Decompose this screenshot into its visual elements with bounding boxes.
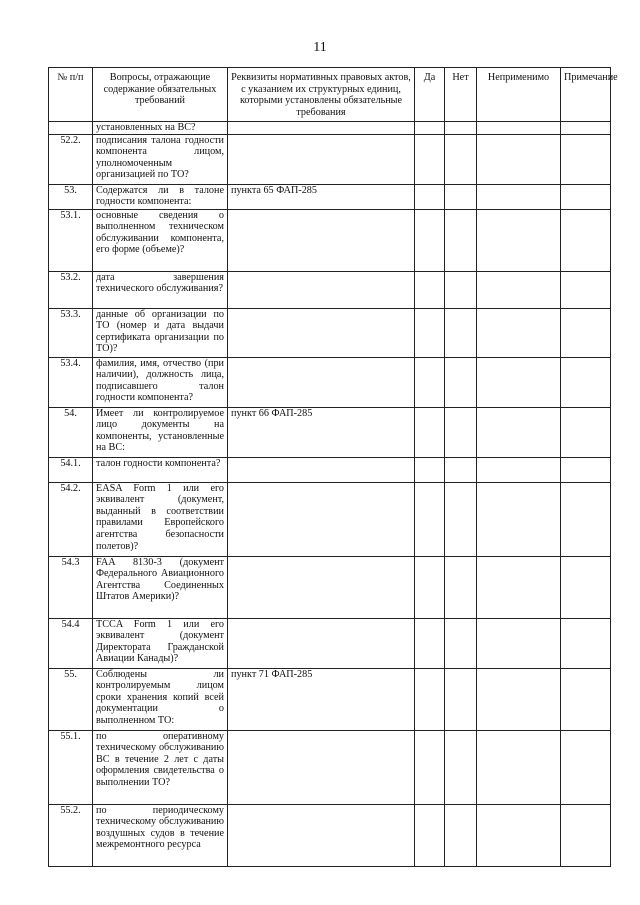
row-requisite — [228, 357, 415, 407]
table-row — [49, 308, 611, 357]
cell-not-applicable — [477, 556, 561, 618]
row-question: подписания талона годности компонента лицом, уполномоченным организацией по ТО? — [93, 134, 228, 184]
row-question: Соблюдены ли контролируемым лицом сроки хранения копий всей документации о выполненном ТО: — [93, 668, 228, 730]
row-num: 54.2. — [49, 482, 93, 556]
cell-not-applicable — [477, 271, 561, 308]
cell-not-applicable — [477, 668, 561, 730]
row-num: 55. — [49, 668, 93, 730]
cell-not-applicable — [477, 308, 561, 357]
row-requisite — [228, 482, 415, 556]
requirements-checklist-table — [48, 67, 618, 867]
row-num: 53.1. — [49, 209, 93, 271]
row-question: дата завершения технического обслуживания? — [93, 271, 228, 308]
cell-no — [445, 122, 477, 135]
row-requisite — [228, 804, 415, 866]
cell-not-applicable — [477, 730, 561, 804]
cell-no — [445, 184, 477, 209]
row-num: 53.4. — [49, 357, 93, 407]
row-question: Содержатся ли в талоне годности компонента: — [93, 184, 228, 209]
table-row — [49, 357, 611, 407]
row-num: 54.4 — [49, 618, 93, 668]
row-question: EASA Form 1 или его эквивалент (документ, выданный в соответствии правилами Европейского агентства безопасности полетов)? — [93, 482, 228, 556]
page-number: 11 — [313, 40, 327, 55]
row-requisite — [228, 209, 415, 271]
table-header-row — [49, 68, 611, 122]
cell-not-applicable — [477, 184, 561, 209]
row-requisite — [228, 308, 415, 357]
cell-note — [561, 618, 611, 668]
cell-note — [561, 209, 611, 271]
cell-note — [561, 271, 611, 308]
cell-no — [445, 457, 477, 482]
cell-note — [561, 668, 611, 730]
row-requisite — [228, 730, 415, 804]
row-num: 55.1. — [49, 730, 93, 804]
cell-note — [561, 357, 611, 407]
cell-yes — [415, 407, 445, 457]
cell-not-applicable — [477, 407, 561, 457]
cell-note — [561, 730, 611, 804]
table-row — [49, 804, 611, 866]
table-row — [49, 134, 611, 184]
row-num: 53. — [49, 184, 93, 209]
cell-not-applicable — [477, 457, 561, 482]
cell-note — [561, 457, 611, 482]
table-row — [49, 457, 611, 482]
cell-not-applicable — [477, 482, 561, 556]
cell-no — [445, 482, 477, 556]
cell-yes — [415, 357, 445, 407]
cell-yes — [415, 122, 445, 135]
row-requisite — [228, 457, 415, 482]
row-question: талон годности компонента? — [93, 457, 228, 482]
table-row — [49, 184, 611, 209]
row-question: Имеет ли контролируемое лицо документы на компоненты, установленные на ВС: — [93, 407, 228, 457]
header-yes: Да — [415, 68, 445, 122]
header-requisites: Реквизиты нормативных правовых актов, с указанием их структурных единиц, которыми установлены обязательные требования — [228, 68, 415, 122]
header-question: Вопросы, отражающие содержание обязательных требований — [93, 68, 228, 122]
header-no: Нет — [445, 68, 477, 122]
row-requisite — [228, 556, 415, 618]
cell-yes — [415, 209, 445, 271]
row-num: 53.3. — [49, 308, 93, 357]
cell-no — [445, 556, 477, 618]
cell-no — [445, 618, 477, 668]
cell-yes — [415, 618, 445, 668]
row-question: основные сведения о выполненном техническом обслуживании компонента, его форме (объеме)? — [93, 209, 228, 271]
row-question: по периодическому техническому обслуживанию воздушных судов в течение межремонтного ресурса — [93, 804, 228, 866]
row-requisite — [228, 618, 415, 668]
cell-no — [445, 357, 477, 407]
cell-no — [445, 308, 477, 357]
row-requisite — [228, 134, 415, 184]
row-question: установленных на ВС? — [93, 122, 228, 135]
row-num: 54.1. — [49, 457, 93, 482]
row-requisite — [228, 122, 415, 135]
cell-no — [445, 209, 477, 271]
cell-note — [561, 556, 611, 618]
row-requisite — [228, 271, 415, 308]
table-row — [49, 482, 611, 556]
cell-not-applicable — [477, 618, 561, 668]
cell-not-applicable — [477, 804, 561, 866]
row-requisite: пункт 71 ФАП-285 — [228, 668, 415, 730]
cell-not-applicable — [477, 357, 561, 407]
row-question: данные об организации по ТО (номер и дата выдачи сертификата организации по ТО)? — [93, 308, 228, 357]
cell-no — [445, 668, 477, 730]
cell-no — [445, 730, 477, 804]
cell-not-applicable — [477, 209, 561, 271]
cell-no — [445, 134, 477, 184]
cell-no — [445, 271, 477, 308]
cell-yes — [415, 556, 445, 618]
cell-note — [561, 134, 611, 184]
row-requisite: пункт 66 ФАП-285 — [228, 407, 415, 457]
cell-yes — [415, 184, 445, 209]
table-row — [49, 730, 611, 804]
row-num — [49, 122, 93, 135]
row-requisite: пункта 65 ФАП-285 — [228, 184, 415, 209]
cell-yes — [415, 482, 445, 556]
cell-yes — [415, 668, 445, 730]
row-num: 55.2. — [49, 804, 93, 866]
cell-note — [561, 804, 611, 866]
cell-note — [561, 308, 611, 357]
cell-note — [561, 482, 611, 556]
table-row — [49, 271, 611, 308]
cell-no — [445, 804, 477, 866]
cell-yes — [415, 308, 445, 357]
header-num: № п/п — [49, 68, 93, 122]
row-question: TCCA Form 1 или его эквивалент (документ Директората Гражданской Авиации Канады)? — [93, 618, 228, 668]
header-not-applicable: Неприменимо — [477, 68, 561, 122]
table-row — [49, 209, 611, 271]
table-row — [49, 407, 611, 457]
table-row — [49, 556, 611, 618]
cell-note — [561, 184, 611, 209]
row-num: 54. — [49, 407, 93, 457]
row-num: 54.3 — [49, 556, 93, 618]
row-question: FAA 8130-3 (документ Федерального Авиационного Агентства Соединенных Штатов Америки)? — [93, 556, 228, 618]
cell-not-applicable — [477, 134, 561, 184]
row-question: по оперативному техническому обслуживанию ВС в течение 2 лет с даты оформления свидетельства о выполнении ТО? — [93, 730, 228, 804]
row-num: 52.2. — [49, 134, 93, 184]
row-num: 53.2. — [49, 271, 93, 308]
cell-note — [561, 122, 611, 135]
table-row — [49, 122, 611, 135]
header-note: Примечание — [561, 68, 611, 122]
cell-no — [445, 407, 477, 457]
cell-yes — [415, 804, 445, 866]
cell-not-applicable — [477, 122, 561, 135]
table-row — [49, 618, 611, 668]
cell-yes — [415, 271, 445, 308]
row-question: фамилия, имя, отчество (при наличии), должность лица, подписавшего талон годности компонента? — [93, 357, 228, 407]
cell-yes — [415, 730, 445, 804]
cell-note — [561, 407, 611, 457]
cell-yes — [415, 457, 445, 482]
table-row — [49, 668, 611, 730]
cell-yes — [415, 134, 445, 184]
